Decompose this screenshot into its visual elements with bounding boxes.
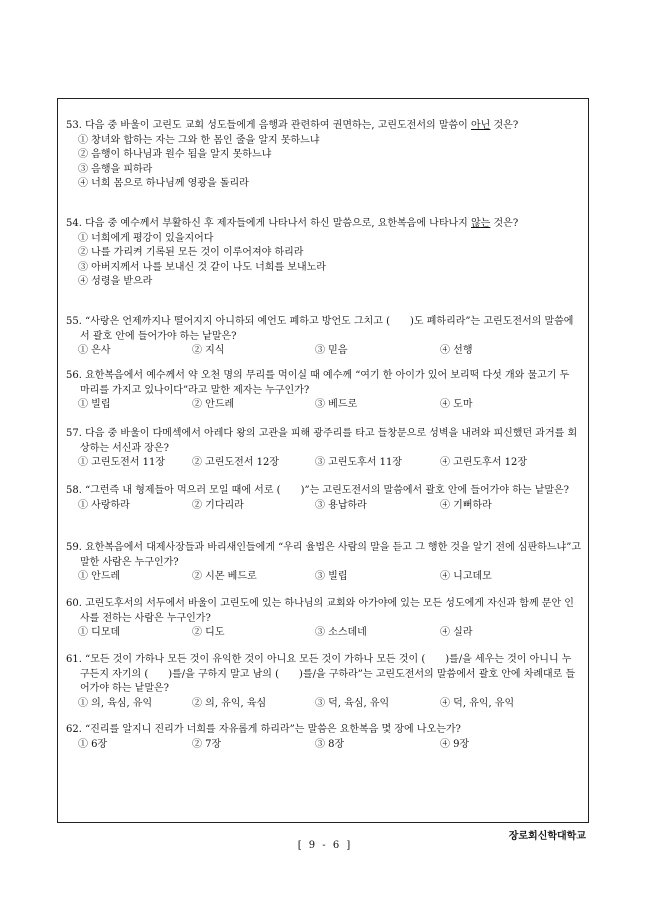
option-4: ④ 기뻐하라 — [440, 499, 492, 511]
question-stem: 58. “그런즉 내 형제들아 먹으러 모일 때에 서로 ( )”는 고린도전서의 말씀에서 괄호 안에 들어가야 하는 낱말은? — [66, 485, 570, 496]
option-3: ③ 8장 — [315, 738, 345, 750]
option-2: ② 지식 — [192, 345, 225, 356]
question-stem: 62. “진리를 알지니 진리가 너희를 자유롭게 하리라”는 말씀은 요한복음 몇 장에 나오는가? — [66, 724, 461, 735]
option-2: ② 안드레 — [192, 399, 235, 410]
option-4: ④ 도마 — [440, 399, 473, 410]
option-4: ④ 실라 — [440, 627, 473, 638]
option-1: ① 디모데 — [78, 627, 121, 638]
option-3: ③ 덕, 육심, 유익 — [315, 697, 390, 709]
question-stem: 54. 다음 중 예수께서 부활하신 후 제자들에게 나타나서 하신 말씀으로, 요한복음에 나타나지 않는 것은? — [66, 218, 519, 229]
option-1: ① 빌립 — [78, 399, 111, 410]
option-2: ② 음행이 하나님과 원수 됨을 알지 못하느냐 — [78, 149, 272, 160]
option-1: ① 너희에게 평강이 있을지어다 — [78, 232, 214, 244]
option-4: ④ 니고데모 — [440, 571, 492, 582]
option-4: ④ 선행 — [440, 345, 473, 356]
question-61 — [66, 653, 581, 711]
question-stem: 59. 요한복음에서 대제사장들과 바리새인들에게 “우리 율법은 사람의 말을 듣고 그 행한 것을 알기 전에 심판하느냐”고 말한 사람은 누구인가? — [66, 542, 581, 568]
option-3: ③ 소스데네 — [315, 627, 367, 638]
question-62 — [66, 723, 581, 752]
option-4: ④ 9장 — [440, 738, 470, 750]
question-54 — [66, 217, 581, 290]
question-57 — [66, 427, 581, 471]
option-2: ② 고린도전서 12장 — [192, 457, 280, 468]
school-name: 장로회신학대학교 — [508, 831, 586, 842]
option-2: ② 디도 — [192, 627, 225, 638]
option-1: ① 고린도전서 11장 — [78, 457, 166, 468]
question-stem: 55. “사랑은 언제까지나 떨어지지 아니하되 예언도 폐하고 방언도 그치고 ( )도 폐하리라”는 고린도전서의 말씀에서 괄호 안에 들어가야 하는 낱말은? — [66, 316, 574, 342]
question-56 — [66, 369, 581, 413]
option-4: ④ 성령을 받으라 — [78, 276, 153, 287]
option-3: ③ 아버지께서 나를 보내신 것 같이 나도 너희를 보내노라 — [78, 261, 326, 273]
option-4: ④ 너희 몸으로 하나님께 영광을 돌리라 — [78, 178, 249, 189]
underlined-word: 않는 — [471, 218, 491, 229]
question-59 — [66, 541, 581, 585]
question-60 — [66, 597, 581, 641]
option-3: ③ 베드로 — [315, 399, 358, 410]
option-1: ① 창녀와 합하는 자는 그와 한 몸인 줄을 알지 못하느냐 — [78, 134, 320, 146]
question-53 — [66, 119, 581, 192]
option-3: ③ 빌립 — [315, 571, 348, 582]
option-2: ② 나를 가리켜 기록된 모든 것이 이루어져야 하리라 — [78, 247, 304, 258]
underlined-word: 아닌 — [471, 120, 491, 131]
question-58 — [66, 484, 581, 513]
page-number: [ 9 - 6 ] — [297, 840, 353, 851]
option-3: ③ 음행을 피하라 — [78, 163, 153, 175]
option-4: ④ 덕, 유익, 유익 — [440, 697, 515, 709]
option-1: ① 의, 육심, 유익 — [78, 697, 153, 709]
option-1: ① 안드레 — [78, 571, 121, 582]
option-1: ① 사랑하라 — [78, 499, 130, 511]
option-3: ③ 고린도후서 11장 — [315, 457, 403, 468]
option-2: ② 시몬 베드로 — [192, 571, 257, 582]
question-stem: 61. “모든 것이 가하나 모든 것이 유익한 것이 아니요 모든 것이 가하나 모든 것이 ( )를/을 세우는 것이 아니니 누구든지 자기의 ( )를/을 구하지 말고 남의 ( )를/을 구하라”는 고린도전서의 말씀에서 괄호 안에 차례대로 들어가야 하는 낱말은? — [66, 654, 576, 694]
option-1: ① 6장 — [78, 738, 108, 750]
option-4: ④ 고린도후서 12장 — [440, 457, 528, 468]
option-2: ② 의, 유익, 육심 — [192, 697, 267, 709]
question-stem: 56. 요한복음에서 예수께서 약 오천 명의 무리를 먹이실 때 예수께 “여기 한 아이가 있어 보리떡 다섯 개와 물고기 두 마리를 가지고 있나이다”라고 말한 제자는 누구인가? — [66, 370, 570, 396]
question-stem: 57. 다음 중 바울이 다메섹에서 아레다 왕의 고관을 피해 광주리를 타고 들창문으로 성벽을 내려와 피신했던 과거를 회상하는 서신과 장은? — [66, 428, 578, 454]
option-2: ② 7장 — [192, 738, 222, 750]
option-3: ③ 용납하라 — [315, 499, 367, 511]
option-1: ① 은사 — [78, 345, 111, 356]
option-3: ③ 믿음 — [315, 345, 348, 356]
question-55 — [66, 315, 581, 359]
question-stem: 53. 다음 중 바울이 고린도 교회 성도들에게 음행과 관련하여 권면하는, 고린도전서의 말씀이 아닌 것은? — [66, 120, 519, 131]
question-stem: 60. 고린도후서의 서두에서 바울이 고린도에 있는 하나님의 교회와 아가야에 있는 모든 성도에게 자신과 함께 문안 인사를 전하는 사람은 누구인가? — [66, 598, 574, 624]
option-2: ② 기다리라 — [192, 499, 244, 511]
